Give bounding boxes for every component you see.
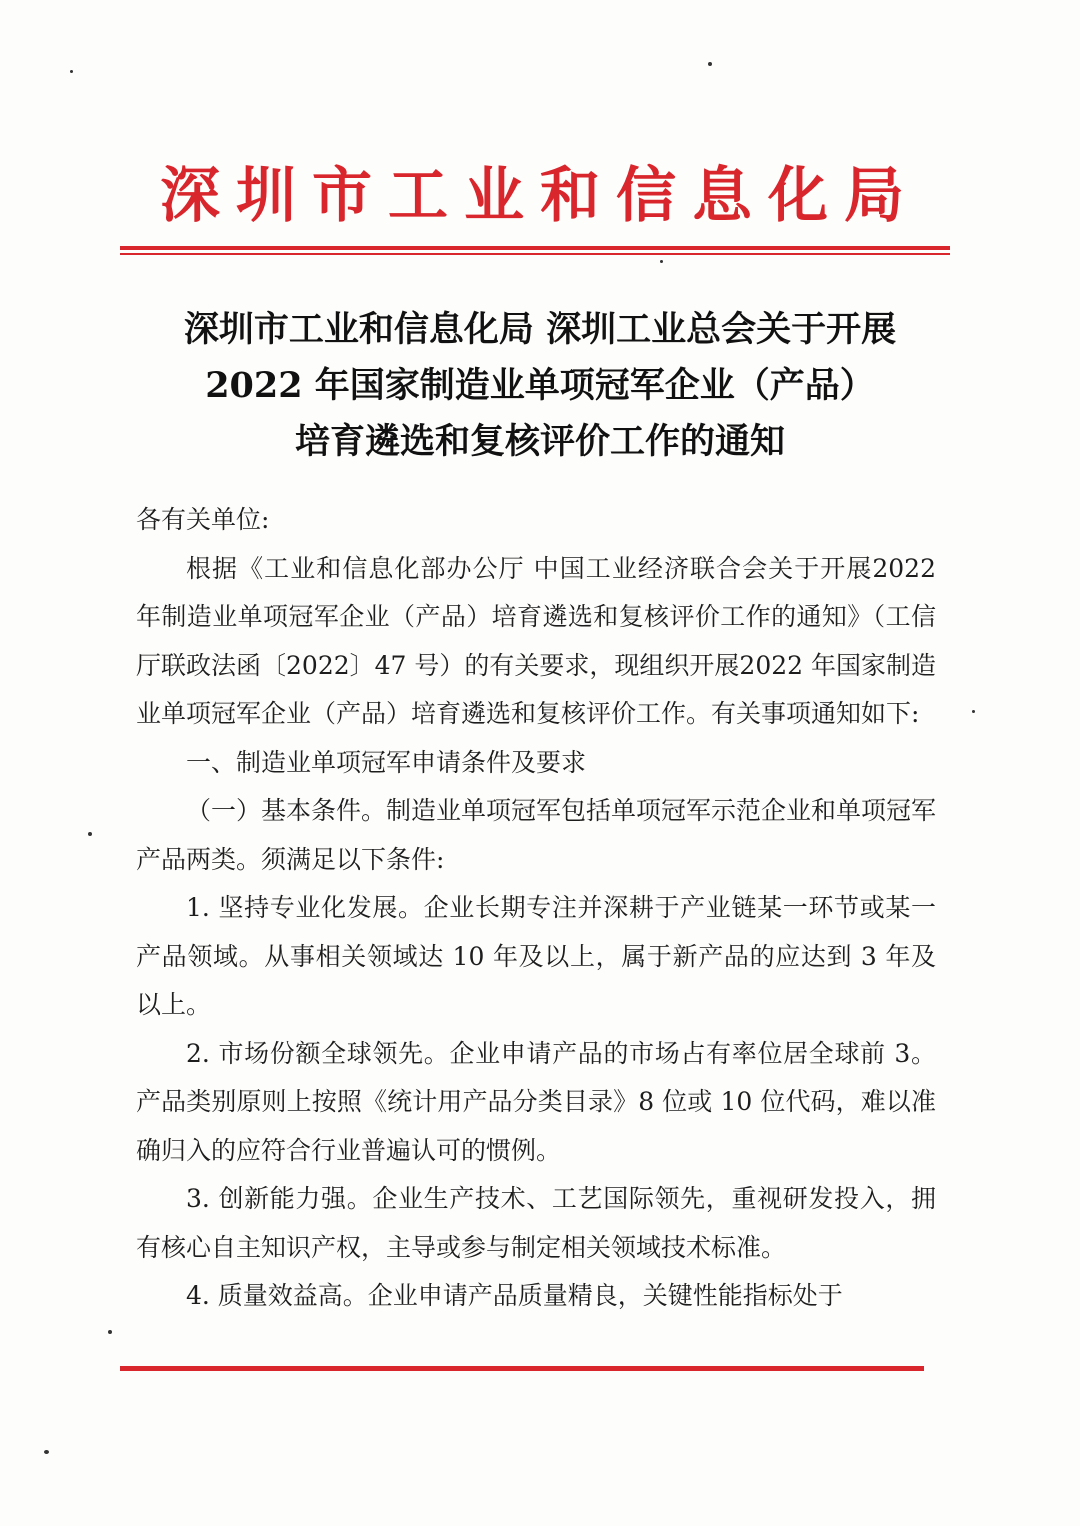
- masthead-rule-thick: [120, 246, 950, 250]
- document-body: [136, 496, 936, 1321]
- paragraph-item-2: 2. 市场份额全球领先。企业申请产品的市场占有率位居全球前 3。产品类别原则上按照《统计用产品分类目录》8 位或 10 位代码，难以准确归入的应符合行业普遍认可的惯例。: [136, 1038, 936, 1165]
- paragraph-item-3: 3. 创新能力强。企业生产技术、工艺国际领先，重视研发投入，拥有核心自主知识产权，主导或参与制定相关领域技术标准。: [136, 1184, 936, 1262]
- scan-speck: [108, 1330, 112, 1334]
- scan-speck: [88, 832, 92, 836]
- section-heading-1: 一、制造业单项冠军申请条件及要求: [186, 747, 587, 777]
- document-title: [110, 302, 970, 470]
- footer-rule: [120, 1366, 924, 1371]
- scan-speck: [972, 710, 975, 713]
- paragraph-basic-conditions: （一）基本条件。制造业单项冠军包括单项冠军示范企业和单项冠军产品两类。须满足以下条件:: [136, 796, 937, 874]
- salutation: 各有关单位:: [136, 505, 270, 534]
- title-line-2: 2022 年国家制造业单项冠军企业（产品）: [205, 365, 875, 406]
- paragraph-intro: 根据《工业和信息化部办公厅 中国工业经济联合会关于开展2022 年制造业单项冠军企业（产品）培育遴选和复核评价工作的通知》（工信厅联政法函〔2022〕47 号）的有关要求，现组织开展2022 年国家制造业单项冠军企业（产品）培育遴选和复核评价工作。有关事项通知如下:: [136, 553, 936, 728]
- masthead-rule-thin: [120, 253, 950, 255]
- scan-speck: [70, 70, 73, 73]
- masthead-issuer: 深圳市工业和信息化局: [160, 161, 920, 231]
- title-line-3: 培育遴选和复核评价工作的通知: [294, 421, 785, 462]
- title-line-1: 深圳市工业和信息化局 深圳工业总会关于开展: [183, 309, 897, 350]
- scan-speck: [660, 260, 663, 263]
- scan-speck: [708, 62, 712, 66]
- scan-speck: [44, 1450, 49, 1454]
- paragraph-item-1: 1. 坚持专业化发展。企业长期专注并深耕于产业链某一环节或某一产品领域。从事相关领域达 10 年及以上，属于新产品的应达到 3 年及以上。: [136, 893, 936, 1019]
- paragraph-item-4: 4. 质量效益高。企业申请产品质量精良，关键性能指标处于: [186, 1281, 843, 1310]
